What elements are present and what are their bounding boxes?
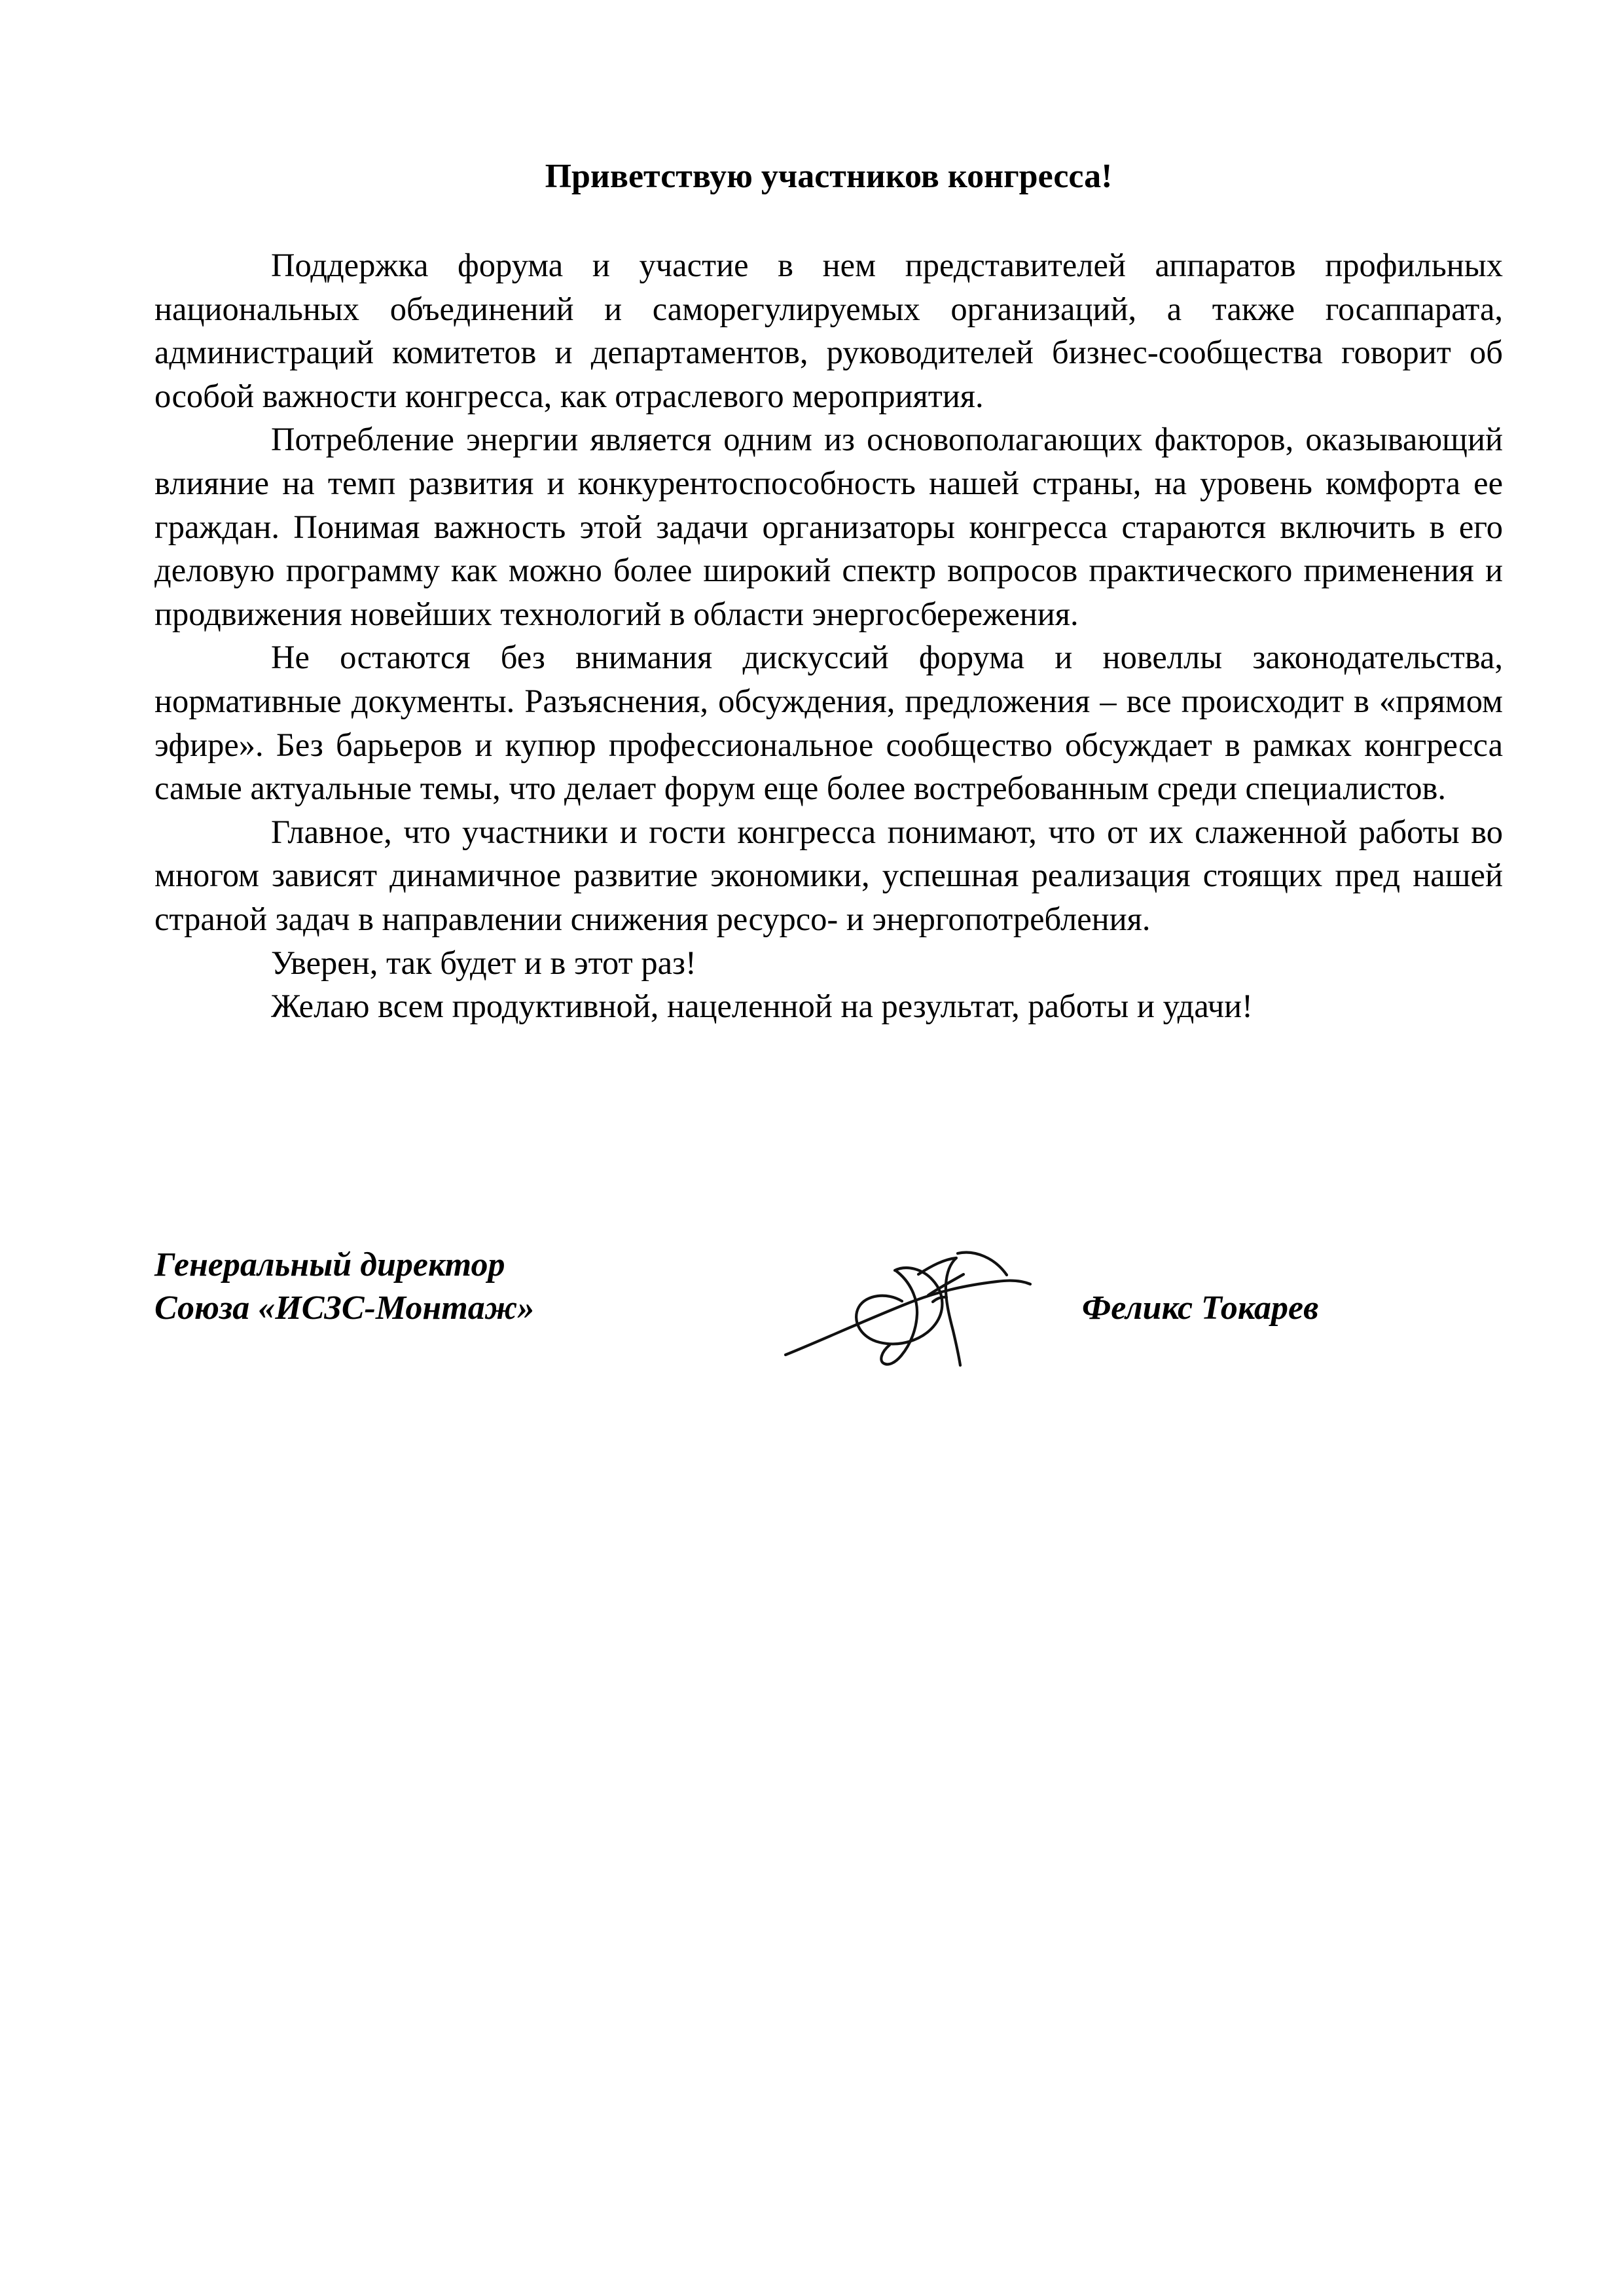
signer-name: Феликс Токарев [1082,1289,1319,1327]
signer-title [154,1244,534,1330]
paragraph-energy-consumption: Потребление энергии является одним из основополагающих факторов, оказывающий влияние на темп развития и конкурентоспособность нашей страны, на уровень комфорта ее граждан. Понимая важность этой задачи организаторы конгресса стараются включить в его деловую программу как можно более широкий спектр вопросов практического применения и продвижения новейших технологий в области энергосбережения. [154,421,1503,632]
paragraph-confidence: Уверен, так будет и в этот раз! [271,944,696,981]
paragraph-legislation: Не остаются без внимания дискуссий форума и новеллы законодательства, нормативные документы. Разъяснения, обсуждения, предложения – все происходит в «прямом эфире». Без барьеров и купюр профессиональное сообщество обсуждает в рамках конгресса самые актуальные темы, что делает форум еще более востребованным среди специалистов. [154,639,1503,807]
paragraph-wishes: Желаю всем продуктивной, нацеленной на результат, работы и удачи! [271,988,1253,1025]
handwritten-signature [772,1230,1047,1381]
letter-heading: Приветствую участников конгресса! [545,158,1113,195]
paragraph-forum-support: Поддержка форума и участие в нем представителей аппаратов профильных национальных объединений и саморегулируемых организаций, а также госаппарата, администраций комитетов и департаментов, руководителей бизнес-сообщества говорит об особой важности конгресса, как отраслевого мероприятия. [154,247,1503,414]
paragraph-participants: Главное, что участники и гости конгресса понимают, что от их слаженной работы во многом зависят динамичное развитие экономики, успешная реализация стоящих пред нашей страной задач в направлении снижения ресурсо- и энергопотребления. [154,813,1503,937]
signer-organization: Союза «ИСЗС-Монтаж» [154,1289,535,1327]
letter [154,156,1503,1028]
signature-block [154,1244,1503,1414]
signer-position: Генеральный директор [154,1246,505,1283]
letter-body [154,243,1503,1028]
